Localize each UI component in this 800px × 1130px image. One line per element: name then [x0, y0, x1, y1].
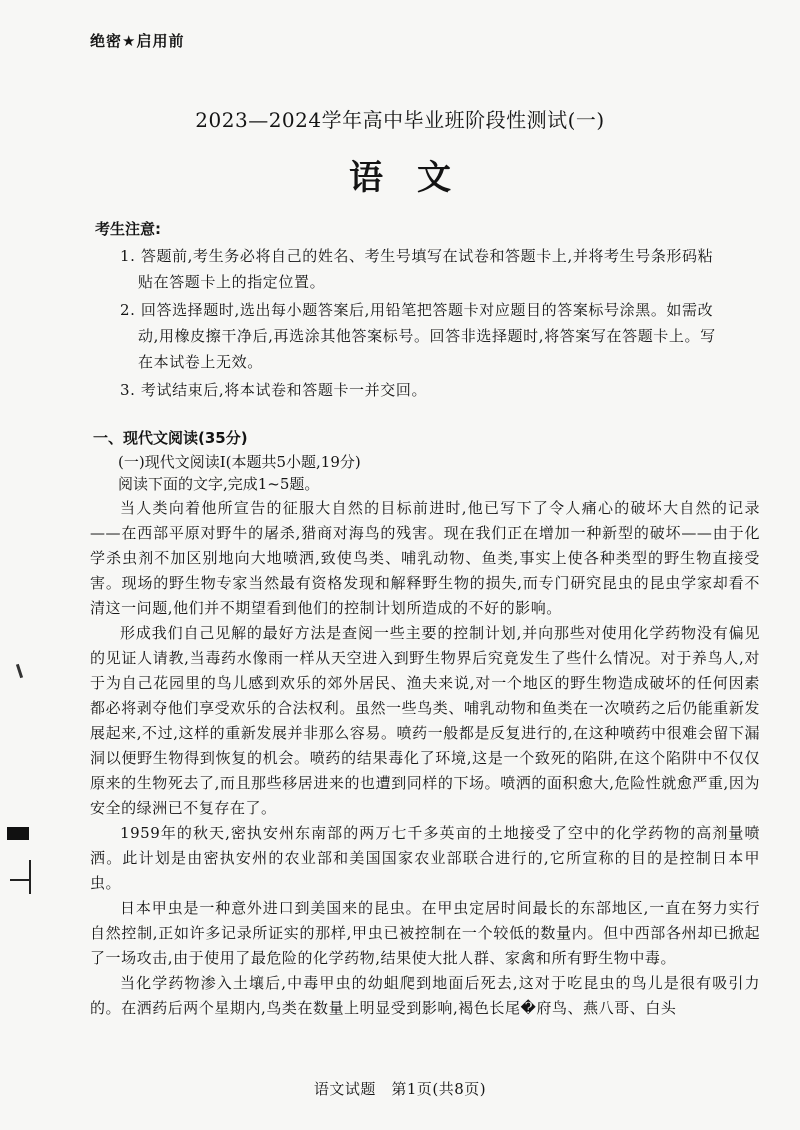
passage-paragraph: 当人类向着他所宣告的征服大自然的目标前进时,他已写下了令人痛心的破坏大自然的记录——在西部平原对野牛的屠杀,猎商对海鸟的残害。现在我们正在增加一种新型的破坏——由于化学杀虫剂不加区别地向大地喷洒,致使鸟类、哺乳动物、鱼类,事实上使各种类型的野生物直接受害。现场的野生物专家当然最有资格发现和解释野生物的损失,而专门研究昆虫的昆虫学家却看不清这一问题,他们并不期望看到他们的控制计划所造成的不好的影响。	[90, 499, 760, 617]
secret-label: 绝密★启用前	[90, 32, 185, 50]
notice-item: 1. 答题前,考生务必将自己的姓名、考生号填写在试卷和答题卡上,并将考生号条形码粘贴在答题卡上的指定位置。	[120, 247, 714, 291]
notice-item: 2. 回答选择题时,选出每小题答案后,用铅笔把答题卡对应题目的答案标号涂黑。如需改动,用橡皮擦干净后,再选涂其他答案标号。回答非选择题时,将答案写在答题卡上。写在本试卷上无效。	[120, 301, 716, 371]
passage-paragraph: 1959年的秋天,密执安州东南部的两万七千多英亩的土地接受了空中的化学药物的高剂量喷洒。此计划是由密执安州的农业部和美国国家农业部联合进行的,它所宣称的目的是控制日本甲虫。	[90, 824, 760, 892]
page-footer: 语文试题 第1页(共8页)	[313, 1080, 487, 1098]
sub-section-heading: (一)现代文阅读Ⅰ(本题共5小题,19分)	[118, 453, 361, 471]
crop-mark-vertical	[29, 860, 31, 894]
passage-paragraph: 形成我们自己见解的最好方法是查阅一些主要的控制计划,并向那些对使用化学药物没有偏见的见证人请教,当毒药水像雨一样从天空进入到野生物界后究竟发生了些什么情况。对于养鸟人,对于为自己花园里的鸟儿感到欢乐的郊外居民、渔夫来说,对一个地区的野生物造成破坏的任何因素都必将剥夺他们享受欢乐的合法权利。虽然一些鸟类、哺乳动物和鱼类在一次喷药之后仍能重新发展起来,不过,这样的重新发展并非那么容易。喷药一般都是反复进行的,在这种喷药中很难会留下漏洞以便野生物得到恢复的机会。喷药的结果毒化了环境,这是一个致死的陷阱,在这个陷阱中不仅仅原来的生物死去了,而且那些移居进来的也遭到同样的下场。喷洒的面积愈大,危险性就愈严重,因为安全的绿洲已不复存在了。	[90, 624, 760, 817]
reading-passage	[90, 496, 760, 1021]
notice-list	[120, 243, 720, 405]
reading-instruction: 阅读下面的文字,完成1~5题。	[118, 475, 320, 493]
passage-paragraph: 日本甲虫是一种意外进口到美国来的昆虫。在甲虫定居时间最长的东部地区,一直在努力实行自然控制,正如许多记录所证实的那样,甲虫已被控制在一个较低的数量内。但中西部各州却已掀起了一场攻击,由于使用了最危险的化学药物,结果使大批人群、家禽和所有野生物中毒。	[90, 899, 760, 967]
section-heading: 一、现代文阅读(35分)	[93, 429, 248, 447]
subject-title: 语文	[349, 158, 485, 198]
passage-paragraph: 当化学药物渗入土壤后,中毒甲虫的幼蛆爬到地面后死去,这对于吃昆虫的鸟儿是很有吸引力的。在洒药后两个星期内,鸟类在数量上明显受到影响,褐色长尾�府鸟、燕八哥、白头	[90, 974, 760, 1017]
crop-mark-horizontal	[10, 879, 31, 881]
notice-item: 3. 考试结束后,将本试卷和答题卡一并交回。	[120, 381, 428, 399]
exam-title: 2023—2024学年高中毕业班阶段性测试(一)	[195, 108, 605, 132]
scan-mark	[16, 664, 23, 678]
notice-title: 考生注意:	[95, 220, 161, 238]
binding-mark	[7, 827, 29, 840]
